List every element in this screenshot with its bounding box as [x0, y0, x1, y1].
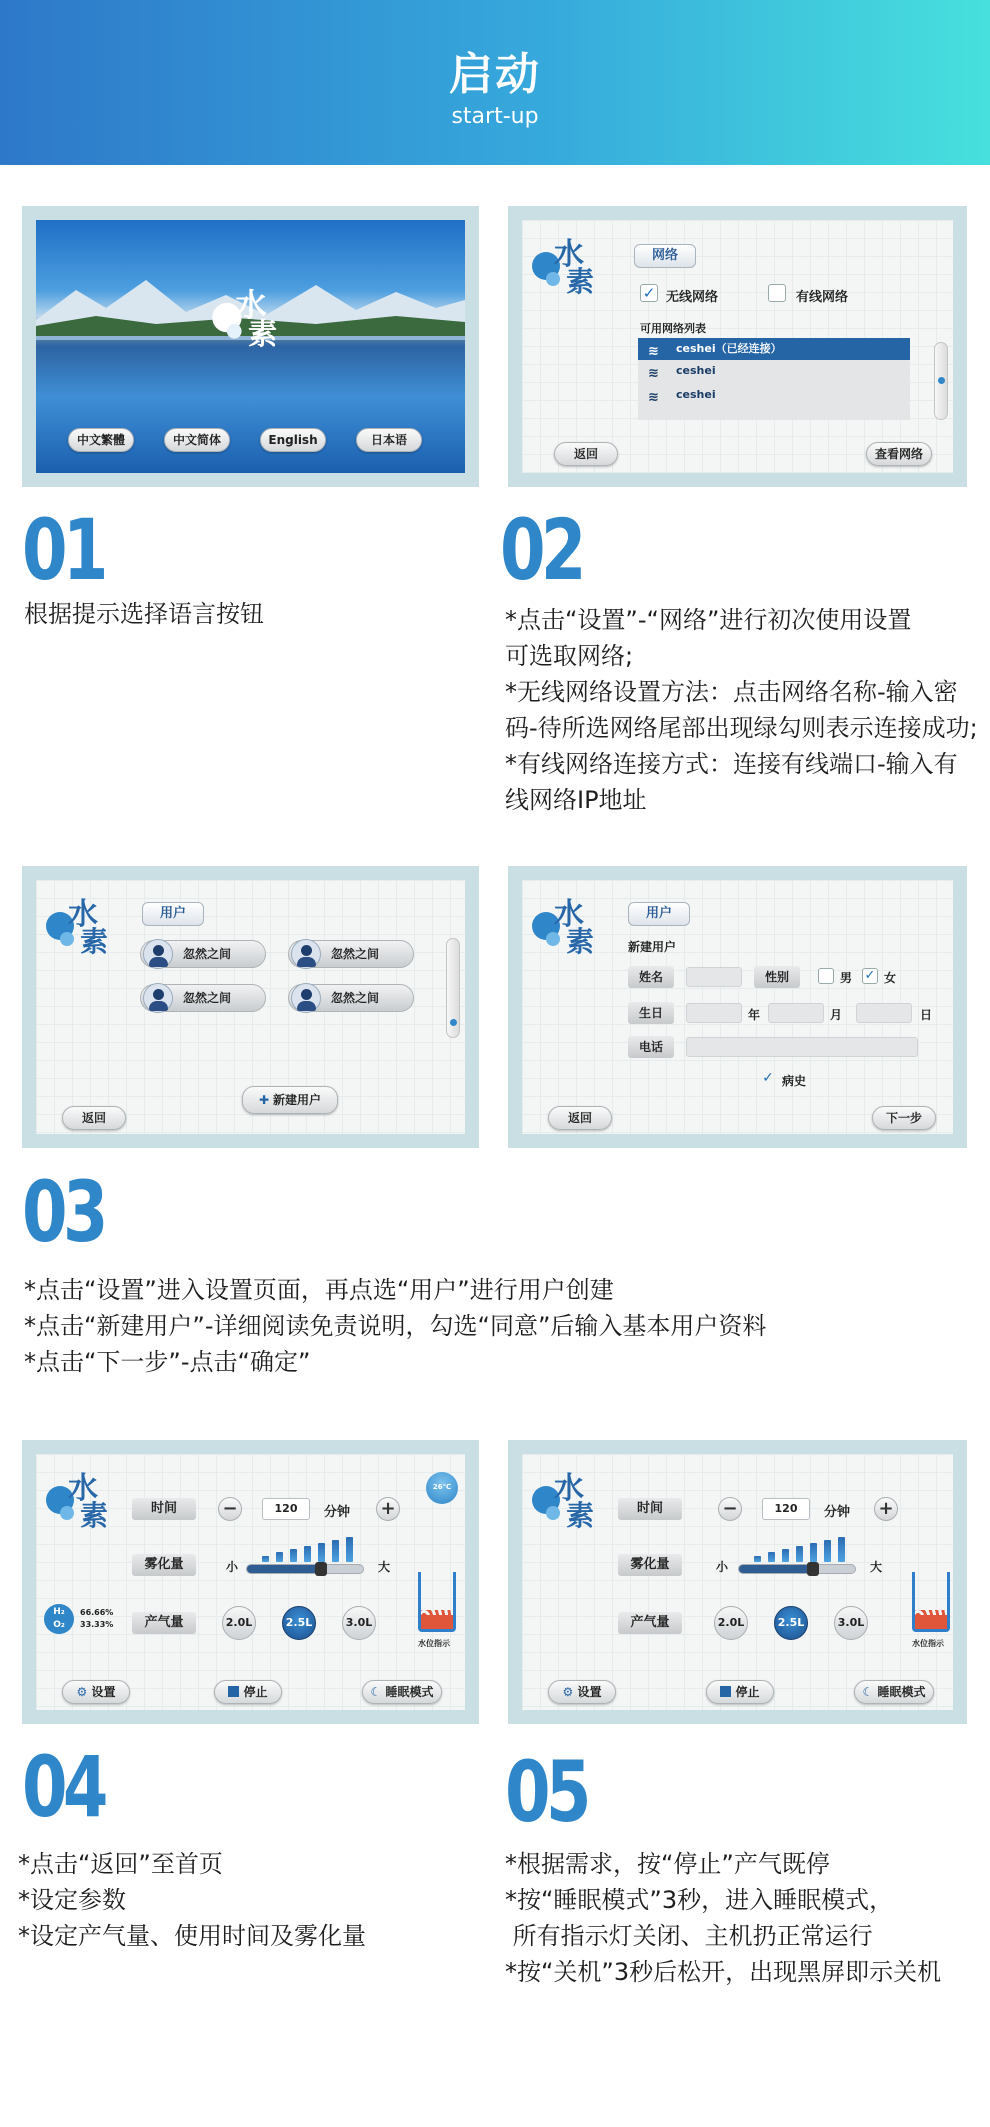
- gas-option-2.0[interactable]: 2.0L: [714, 1606, 748, 1640]
- birth-day-input[interactable]: [856, 1003, 912, 1023]
- step-number-01: 01: [22, 501, 104, 599]
- gas-option-2.0[interactable]: 2.0L: [222, 1606, 256, 1640]
- new-user-screen-display: [522, 880, 953, 1134]
- time-value[interactable]: 120: [762, 1498, 810, 1520]
- stop-icon: [228, 1686, 239, 1697]
- gear-icon: ⚙: [76, 1685, 88, 1699]
- time-label: 时间: [132, 1498, 196, 1520]
- wireless-label: 无线网络: [666, 290, 719, 305]
- male-checkbox[interactable]: [818, 968, 834, 984]
- stop-icon: [720, 1686, 731, 1697]
- mist-small-label: 小: [716, 1560, 729, 1574]
- gas-option-2.5[interactable]: 2.5L: [774, 1606, 808, 1640]
- birthday-label: 生日: [628, 1002, 674, 1024]
- gas-option-3.0[interactable]: 3.0L: [342, 1606, 376, 1640]
- users-scrollbar[interactable]: [446, 938, 460, 1038]
- step2-description: *点击“设置”-“网络”进行初次使用设置 可选取网络; *无线网络设置方法：点击网络名称-输入密 码-待所选网络尾部出现绿勾则表示连接成功; *有线网络连接方式：连接有线端口-输入有 线网络IP地址: [505, 606, 978, 814]
- page-title: 启动: [449, 49, 541, 100]
- water-tank-icon: [418, 1572, 456, 1632]
- time-plus-button[interactable]: +: [376, 1497, 400, 1521]
- moon-icon: ☾: [370, 1685, 382, 1699]
- tab-users[interactable]: 用户: [628, 902, 690, 926]
- language-screen: [22, 206, 479, 487]
- year-label: 年: [748, 1008, 761, 1022]
- h2-percentage: 66.66%: [80, 1608, 114, 1617]
- back-button[interactable]: 返回: [548, 1106, 612, 1130]
- step-number-04: 04: [22, 1738, 104, 1836]
- water-level-label: 水位指示: [912, 1639, 944, 1648]
- network-scrollbar[interactable]: [934, 342, 948, 420]
- language-screen-display: [36, 220, 465, 473]
- mist-level-bars: [754, 1532, 864, 1562]
- gas-label: 产气量: [618, 1612, 682, 1634]
- time-plus-button[interactable]: +: [874, 1497, 898, 1521]
- user-avatar-icon: [291, 939, 321, 969]
- control-screen-b: [508, 1440, 967, 1724]
- users-screen: [22, 866, 479, 1148]
- control-screen-b-display: [522, 1454, 953, 1710]
- day-label: 日: [920, 1008, 933, 1022]
- step-number-02: 02: [500, 501, 582, 599]
- time-value[interactable]: 120: [262, 1498, 310, 1520]
- female-checkbox[interactable]: ✓: [862, 968, 878, 984]
- tab-users[interactable]: 用户: [142, 902, 204, 926]
- mist-label: 雾化量: [618, 1554, 682, 1576]
- mist-large-label: 大: [870, 1560, 883, 1574]
- history-label: 病史: [782, 1074, 807, 1088]
- user-avatar-icon: [143, 983, 173, 1013]
- lang-button-simplified[interactable]: 中文简体: [164, 428, 230, 452]
- phone-input[interactable]: [686, 1037, 918, 1057]
- brand-logo: 水 素: [212, 288, 288, 364]
- mist-slider[interactable]: [246, 1564, 364, 1574]
- back-button[interactable]: 返回: [554, 442, 618, 466]
- step1-description: 根据提示选择语言按钮: [24, 600, 264, 628]
- user-button[interactable]: 忽然之间: [140, 984, 266, 1012]
- h2-o2-ratio-icon: H₂ O₂: [44, 1604, 74, 1634]
- page-subtitle: start-up: [451, 104, 539, 129]
- step-number-05: 05: [505, 1743, 587, 1841]
- name-input[interactable]: [686, 967, 742, 987]
- network-list: [638, 338, 910, 420]
- mist-label: 雾化量: [132, 1554, 196, 1576]
- control-screen-a: [22, 1440, 479, 1724]
- stop-button[interactable]: 停止: [214, 1680, 282, 1704]
- step-number-03: 03: [22, 1163, 104, 1261]
- new-user-screen: [508, 866, 967, 1148]
- header-banner: [0, 0, 990, 165]
- user-button[interactable]: 忽然之间: [140, 940, 266, 968]
- history-checkbox[interactable]: ✓: [762, 1070, 774, 1086]
- stop-button[interactable]: 停止: [706, 1680, 774, 1704]
- network-screen-display: [522, 220, 953, 473]
- moon-icon: ☾: [862, 1685, 874, 1699]
- wifi-icon: ≋: [648, 344, 659, 359]
- o2-percentage: 33.33%: [80, 1620, 114, 1629]
- add-user-icon: ✚: [258, 1093, 270, 1107]
- sleep-mode-button[interactable]: ☾ 睡眠模式: [362, 1680, 442, 1704]
- users-screen-display: [36, 880, 465, 1134]
- settings-button[interactable]: ⚙ 设置: [548, 1680, 616, 1704]
- female-label: 女: [884, 971, 897, 985]
- mist-small-label: 小: [226, 1560, 239, 1574]
- water-level-label: 水位指示: [418, 1639, 450, 1648]
- gas-option-2.5[interactable]: 2.5L: [282, 1606, 316, 1640]
- birth-year-input[interactable]: [686, 1003, 742, 1023]
- water-tank-icon: [912, 1572, 950, 1632]
- user-avatar-icon: [143, 939, 173, 969]
- mist-slider[interactable]: [738, 1564, 856, 1574]
- time-minus-button[interactable]: −: [218, 1497, 242, 1521]
- view-network-button[interactable]: 查看网络: [866, 442, 932, 466]
- wired-label: 有线网络: [796, 290, 849, 305]
- step5-description: *根据需求，按“停止”产气既停 *按“睡眠模式”3秒，进入睡眠模式， 所有指示灯关闭、主机扔正常运行 *按“关机”3秒后松开，出现黑屏即示关机: [505, 1850, 942, 1986]
- lang-button-traditional[interactable]: 中文繁體: [68, 428, 134, 452]
- male-label: 男: [840, 971, 853, 985]
- lang-button-english[interactable]: English: [260, 428, 326, 452]
- gas-label: 产气量: [132, 1612, 196, 1634]
- brand-logo: 水 素: [532, 898, 604, 970]
- gear-icon: ⚙: [562, 1685, 574, 1699]
- time-minus-button[interactable]: −: [718, 1497, 742, 1521]
- network-item[interactable]: ≋ ceshei: [638, 384, 910, 406]
- birth-month-input[interactable]: [768, 1003, 824, 1023]
- gas-option-3.0[interactable]: 3.0L: [834, 1606, 868, 1640]
- brand-logo: 水 素: [46, 1472, 118, 1544]
- network-item[interactable]: ≋ ceshei（已经连接）: [638, 338, 910, 360]
- month-label: 月: [830, 1008, 843, 1022]
- mist-level-bars: [262, 1532, 372, 1562]
- time-unit: 分钟: [324, 1505, 351, 1520]
- network-list-title: 可用网络列表: [640, 322, 706, 335]
- control-screen-a-display: [36, 1454, 465, 1710]
- wifi-icon: ≋: [648, 390, 659, 405]
- gender-label: 性别: [754, 966, 800, 988]
- lang-button-japanese[interactable]: 日本语: [356, 428, 422, 452]
- wireless-checkbox[interactable]: ✓: [640, 284, 658, 302]
- phone-label: 电话: [628, 1036, 674, 1058]
- user-button[interactable]: 忽然之间: [288, 940, 414, 968]
- step4-description: *点击“返回”至首页 *设定参数 *设定产气量、使用时间及雾化量: [18, 1850, 366, 1950]
- time-label: 时间: [618, 1498, 682, 1520]
- network-screen: [508, 206, 967, 487]
- sleep-mode-button[interactable]: ☾ 睡眠模式: [854, 1680, 934, 1704]
- name-label: 姓名: [628, 966, 674, 988]
- brand-logo: 水 素: [532, 1472, 604, 1544]
- brand-logo: 水 素: [46, 898, 118, 970]
- form-title: 新建用户: [628, 940, 677, 954]
- tab-network[interactable]: 网络: [634, 244, 696, 268]
- settings-button[interactable]: ⚙ 设置: [62, 1680, 130, 1704]
- step3-description: *点击“设置”进入设置页面，再点选“用户”进行用户创建 *点击“新建用户”-详细阅读免责说明，勾选“同意”后输入基本用户资料 *点击“下一步”-点击“确定”: [24, 1276, 767, 1376]
- network-item[interactable]: ≋ ceshei: [638, 360, 910, 382]
- mist-large-label: 大: [378, 1560, 391, 1574]
- brand-logo: 水 素: [532, 238, 604, 310]
- user-button[interactable]: 忽然之间: [288, 984, 414, 1012]
- next-step-button[interactable]: 下一步: [872, 1106, 936, 1130]
- user-avatar-icon: [291, 983, 321, 1013]
- temperature-indicator: 26℃: [426, 1472, 458, 1504]
- new-user-button[interactable]: ✚ 新建用户: [242, 1086, 338, 1114]
- back-button[interactable]: 返回: [62, 1106, 126, 1130]
- wired-checkbox[interactable]: [768, 284, 786, 302]
- wifi-icon: ≋: [648, 366, 659, 381]
- time-unit: 分钟: [824, 1505, 851, 1520]
